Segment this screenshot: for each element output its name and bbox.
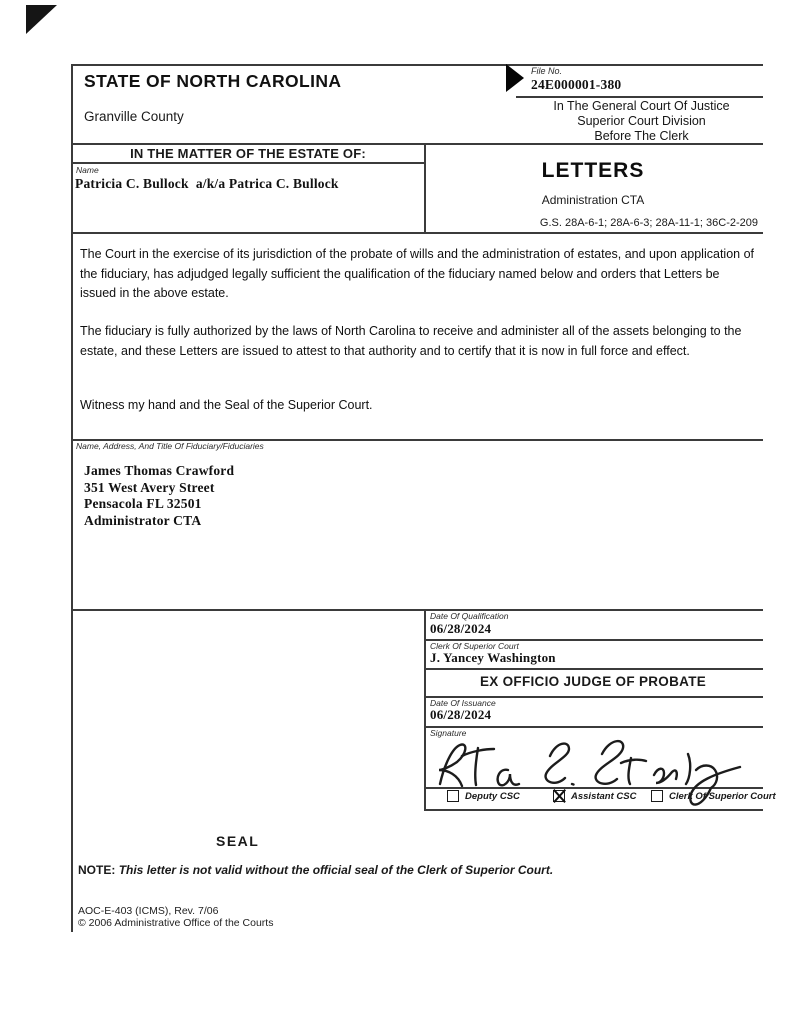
fiduciary-address-block [84, 463, 234, 529]
body-paragraph-1: The Court in the exercise of its jurisdiction of the probate of wills and the administration of estates, and upon application of the fiduciary, has adjudged legally sufficient the qualification of the fiduciary named below and orders that Letters be issued in the above estate. [80, 247, 754, 300]
file-no-label: File No. [531, 66, 563, 76]
estate-name-value: Patricia C. Bullock a/k/a Patrica C. Bullock [75, 176, 339, 191]
fiduciary-title: Administrator CTA [84, 512, 202, 528]
body-paragraph-2: The fiduciary is fully authorized by the laws of North Carolina to receive and administer all of the assets belonging to the estate, and these Letters are issued to attest to that authority and to certify that it is now in full force and effect. [80, 324, 742, 358]
date-of-issuance-value: 06/28/2024 [430, 707, 492, 722]
signature-label: Signature [430, 728, 467, 738]
copyright: © 2006 Administrative Office of the Courts [78, 917, 274, 929]
letters-title: LETTERS [541, 159, 645, 182]
letters-bottom-line [72, 232, 763, 234]
court-division-block [520, 99, 763, 144]
mid-section-line [72, 609, 763, 611]
court-line: Superior Court Division [577, 114, 706, 128]
seal-placeholder: SEAL [216, 833, 260, 849]
file-no-arrow-icon [506, 64, 524, 92]
estate-heading-underline [72, 162, 425, 164]
fiduciary-street: 351 West Avery Street [84, 479, 215, 495]
state-title: STATE OF NORTH CAROLINA [84, 71, 342, 91]
signature-handwriting [432, 731, 757, 813]
file-no-bottom-line [516, 96, 763, 98]
date-of-qualification-value: 06/28/2024 [430, 621, 492, 636]
clerk-of-superior-court-label: Clerk Of Superior Court [430, 641, 519, 651]
scan-corner-artifact [26, 5, 57, 34]
file-no-value: 24E000001-380 [531, 77, 622, 92]
county-name: Granville County [84, 109, 184, 124]
clerk-name: J. Yancey Washington [430, 650, 556, 665]
cert-row2-line [424, 668, 763, 670]
note-line [78, 863, 698, 877]
court-line: Before The Clerk [594, 129, 689, 143]
statute-citations: G.S. 28A-6-1; 28A-6-3; 28A-11-1; 36C-2-209 [539, 217, 758, 229]
court-line: In The General Court Of Justice [553, 99, 730, 113]
deputy-csc-label: Deputy CSC [465, 790, 520, 802]
fiduciary-city: Pensacola FL 32501 [84, 496, 202, 511]
fiduciary-label: Name, Address, And Title Of Fiduciary/Fiduciaries [76, 441, 264, 451]
estate-name-label: Name [76, 165, 99, 175]
clerk-label: Clerk Of Superior Court [669, 790, 776, 802]
witness-statement: Witness my hand and the Seal of the Superior Court. [80, 398, 373, 412]
letters-subtitle: Administration CTA [541, 193, 645, 207]
form-number: AOC-E-403 (ICMS), Rev. 7/06 [78, 905, 219, 917]
note-label: NOTE: [78, 863, 116, 877]
fiduciary-name: James Thomas Crawford [84, 463, 235, 478]
form-top-line [72, 64, 763, 66]
ex-officio-heading: EX OFFICIO JUDGE OF PROBATE [479, 674, 707, 689]
cert-row4-line [424, 726, 763, 728]
date-of-qualification-label: Date Of Qualification [430, 611, 509, 621]
form-left-border [71, 64, 73, 932]
note-text: This letter is not valid without the official seal of the Clerk of Superior Court. [118, 863, 554, 877]
estate-heading: IN THE MATTER OF THE ESTATE OF: [130, 146, 366, 161]
assistant-csc-label: Assistant CSC [571, 790, 637, 802]
date-of-issuance-label: Date Of Issuance [430, 698, 496, 708]
